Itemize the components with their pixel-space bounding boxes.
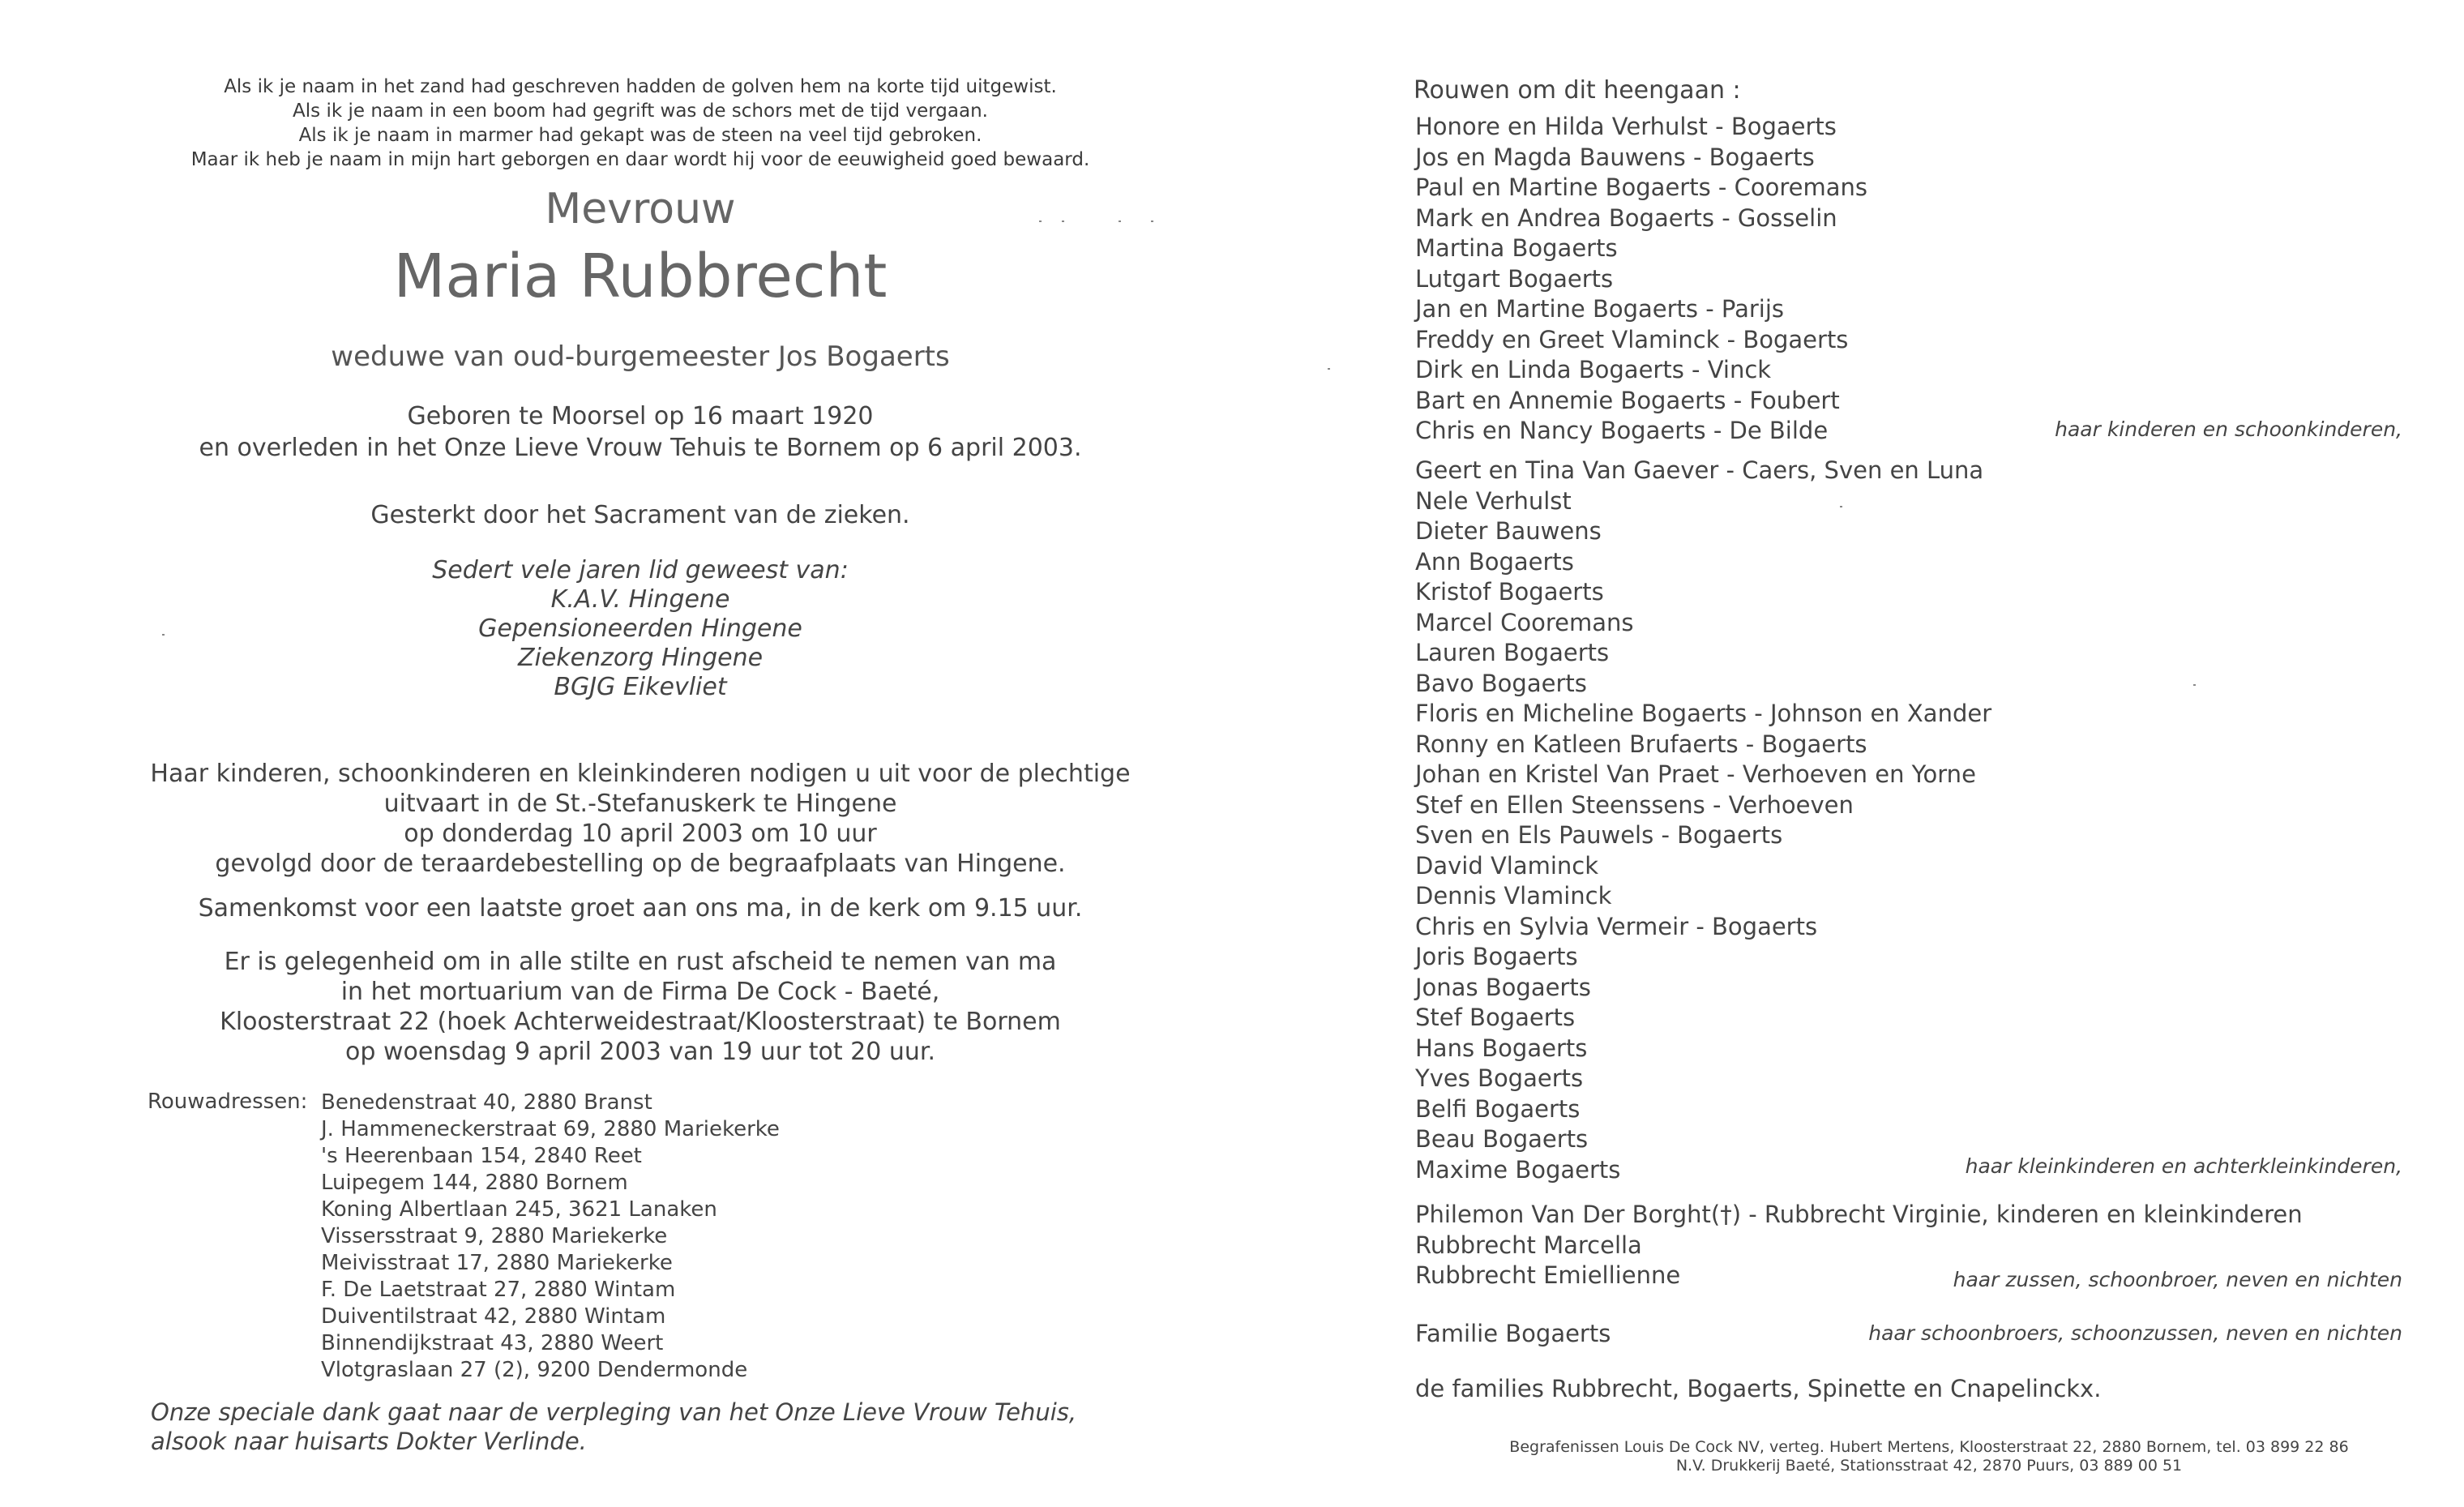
grandchildren-relation: haar kleinkinderen en achterkleinkinderen, [1965, 1154, 2402, 1178]
mourner-entry: Freddy en Greet Vlaminck - Bogaerts [1415, 325, 1849, 353]
addresses-list [321, 1090, 780, 1384]
in-laws-entry: Familie Bogaerts [1415, 1320, 1611, 1347]
mourner-entry: Mark en Andrea Bogaerts - Gosselin [1415, 203, 1837, 232]
mourner-entry: Beau Bogaerts [1415, 1125, 1589, 1153]
widow-of: weduwe van oud-burgemeester Jos Bogaerts [331, 340, 950, 373]
mourner-entry: Joris Bogaerts [1415, 943, 1578, 970]
membership-item: Ziekenzorg Hingene [517, 644, 764, 672]
mortuary-line: Kloosterstraat 22 (hoek Achterweidestraat/Kloosterstraat) te Bornem [220, 1008, 1061, 1036]
mourner-entry: Hans Bogaerts [1415, 1034, 1588, 1062]
mourners-header: Rouwen om dit heengaan : [1414, 76, 1741, 105]
mourner-entry: Dennis Vlaminck [1415, 882, 1612, 910]
birth-death-block [0, 400, 1281, 464]
mourner-entry: Dieter Bauwens [1415, 517, 1602, 545]
in-laws-relation: haar schoonbroers, schoonzussen, neven en nichten [1868, 1321, 2402, 1345]
scan-speck [1039, 220, 1042, 222]
mourner-entry: Jos en Magda Bauwens - Bogaerts [1415, 143, 1815, 171]
sacrament-line: Gesterkt door het Sacrament van de zieken. [370, 501, 910, 529]
scan-speck [1062, 220, 1064, 222]
address-item: 's Heerenbaan 154, 2840 Reet [321, 1144, 642, 1168]
mourner-entry: Paul en Martine Bogaerts - Cooremans [1415, 173, 1867, 201]
address-item: J. Hammeneckerstraat 69, 2880 Mariekerke [321, 1117, 780, 1141]
mourner-entry: Johan en Kristel Van Praet - Verhoeven en Yorne [1415, 760, 1976, 788]
address-item: Vlotgraslaan 27 (2), 9200 Dendermonde [321, 1358, 748, 1382]
mortuary-line: Er is gelegenheid om in alle stilte en rust afscheid te nemen van ma [224, 948, 1057, 976]
poem-line: Als ik je naam in marmer had gekapt was de steen na veel tijd gebroken. [298, 125, 982, 146]
birth-line: Geboren te Moorsel op 16 maart 1920 [407, 402, 874, 430]
mourner-entry: Stef en Ellen Steenssens - Verhoeven [1415, 790, 1854, 819]
address-item: Koning Albertlaan 245, 3621 Lanaken [321, 1197, 717, 1222]
invite-line: gevolgd door de teraardebestelling op de begraafplaats van Hingene. [215, 850, 1066, 878]
mourner-entry: Kristof Bogaerts [1415, 578, 1604, 606]
address-item: F. De Laetstraat 27, 2880 Wintam [321, 1278, 676, 1302]
mortuary-line: in het mortuarium van de Firma De Cock - Baeté, [340, 978, 940, 1006]
mourner-entry: Stef Bogaerts [1415, 1004, 1576, 1031]
poem-line: Als ik je naam in het zand had geschreven hadden de golven hem na korte tijd uitgewist. [224, 76, 1057, 97]
memberships-intro: Sedert vele jaren lid geweest van: [432, 556, 849, 584]
mourner-entry: Geert en Tina Van Gaever - Caers, Sven en Luna [1415, 456, 1984, 484]
mourner-entry: Philemon Van Der Borght(†) - Rubbrecht Virginie, kinderen en kleinkinderen [1415, 1201, 2303, 1228]
children-list [1415, 112, 1867, 447]
mourner-entry: Rubbrecht Emiellienne [1415, 1261, 1681, 1289]
thanks-line: alsook naar huisarts Dokter Verlinde. [151, 1428, 587, 1455]
scan-speck [1119, 220, 1121, 222]
scan-speck [1151, 220, 1153, 222]
siblings-relation: haar zussen, schoonbroer, neven en nichten [1953, 1268, 2402, 1291]
mourner-entry: Nele Verhulst [1415, 486, 1572, 515]
scan-speck [1328, 368, 1330, 370]
membership-item: BGJG Eikevliet [554, 673, 727, 701]
mourner-entry: Dirk en Linda Bogaerts - Vinck [1415, 356, 1772, 383]
scan-speck [162, 634, 165, 636]
mourner-entry: Chris en Nancy Bogaerts - De Bilde [1415, 417, 1829, 444]
mourner-entry: Chris en Sylvia Vermeir - Bogaerts [1415, 912, 1818, 940]
mourner-entry: Sven en Els Pauwels - Bogaerts [1415, 821, 1783, 849]
mortuary-line: op woensdag 9 april 2003 van 19 uur tot 20 uur. [345, 1038, 935, 1066]
printer-line: N.V. Drukkerij Baeté, Stationsstraat 42, 2870 Puurs, 03 889 00 51 [1675, 1457, 2183, 1475]
addresses-label: Rouwadressen: [148, 1090, 308, 1114]
printer-line: Begrafenissen Louis De Cock NV, verteg. Hubert Mertens, Kloosterstraat 22, 2880 Bornem, tel. 03 899 22 86 [1509, 1438, 2349, 1456]
mourner-entry: Maxime Bogaerts [1415, 1155, 1621, 1184]
funeral-invitation [0, 759, 1281, 879]
deceased-name: Maria Rubbrecht [393, 242, 888, 311]
mourner-entry: Jan en Martine Bogaerts - Parijs [1415, 295, 1785, 323]
thanks-line: Onze speciale dank gaat naar de verpleging van het Onze Lieve Vrouw Tehuis, [151, 1398, 1077, 1426]
grandchildren-list [1415, 456, 1991, 1185]
mourner-entry: Rubbrecht Marcella [1415, 1231, 1642, 1259]
address-item: Luipegem 144, 2880 Bornem [321, 1171, 628, 1195]
memberships [0, 556, 1281, 702]
address-item: Duiventilstraat 42, 2880 Wintam [321, 1304, 666, 1329]
mourner-entry: Belfi Bogaerts [1415, 1094, 1581, 1123]
children-relation: haar kinderen en schoonkinderen, [2055, 417, 2402, 441]
mourner-entry: Marcel Cooremans [1415, 608, 1634, 636]
address-item: Meivisstraat 17, 2880 Mariekerke [321, 1251, 673, 1275]
membership-item: K.A.V. Hingene [550, 585, 730, 614]
mourner-entry: Bavo Bogaerts [1415, 669, 1587, 697]
invite-line: uitvaart in de St.-Stefanuskerk te Hingene [383, 790, 897, 818]
mourner-entry: David Vlaminck [1415, 851, 1599, 880]
mortuary-info [0, 947, 1281, 1067]
mourner-entry: Lutgart Bogaerts [1415, 264, 1614, 293]
invite-line: op donderdag 10 april 2003 om 10 uur [404, 820, 877, 848]
address-item: Benedenstraat 40, 2880 Branst [321, 1090, 652, 1115]
mourner-entry: Ronny en Katleen Brufaerts - Bogaerts [1415, 730, 1867, 758]
membership-item: Gepensioneerden Hingene [478, 614, 802, 643]
mourner-entry: Ann Bogaerts [1415, 547, 1574, 576]
poem [146, 75, 1135, 172]
printer-credits [1475, 1438, 2383, 1475]
mourner-entry: Honore en Hilda Verhulst - Bogaerts [1415, 113, 1837, 140]
invite-line: Haar kinderen, schoonkinderen en kleinkinderen nodigen u uit voor de plechtige [150, 760, 1131, 788]
mourner-entry: Martina Bogaerts [1415, 234, 1618, 262]
poem-line: Maar ik heb je naam in mijn hart geborgen en daar wordt hij voor de eeuwigheid goed bewaard. [190, 149, 1090, 170]
address-item: Vissersstraat 9, 2880 Mariekerke [321, 1224, 668, 1248]
mourner-entry: Jonas Bogaerts [1415, 973, 1591, 1001]
address-item: Binnendijkstraat 43, 2880 Weert [321, 1331, 664, 1355]
mourner-entry: Yves Bogaerts [1415, 1064, 1584, 1092]
poem-line: Als ik je naam in een boom had gegrift was de schors met de tijd vergaan. [293, 101, 988, 122]
mourner-entry: Floris en Micheline Bogaerts - Johnson en Xander [1415, 700, 1992, 727]
death-line: en overleden in het Onze Lieve Vrouw Tehuis te Bornem op 6 april 2003. [199, 434, 1082, 462]
scan-speck [1840, 506, 1842, 507]
mourner-entry: Lauren Bogaerts [1415, 639, 1610, 666]
scan-speck [2193, 684, 2196, 686]
thanks-note [151, 1398, 1076, 1456]
mourner-entry: Bart en Annemie Bogaerts - Foubert [1415, 386, 1840, 414]
deceased-title: Mevrouw [545, 185, 736, 233]
gathering-line: Samenkomst voor een laatste groet aan ons ma, in de kerk om 9.15 uur. [198, 894, 1083, 923]
families-line: de families Rubbrecht, Bogaerts, Spinette en Cnapelinckx. [1415, 1375, 2102, 1402]
